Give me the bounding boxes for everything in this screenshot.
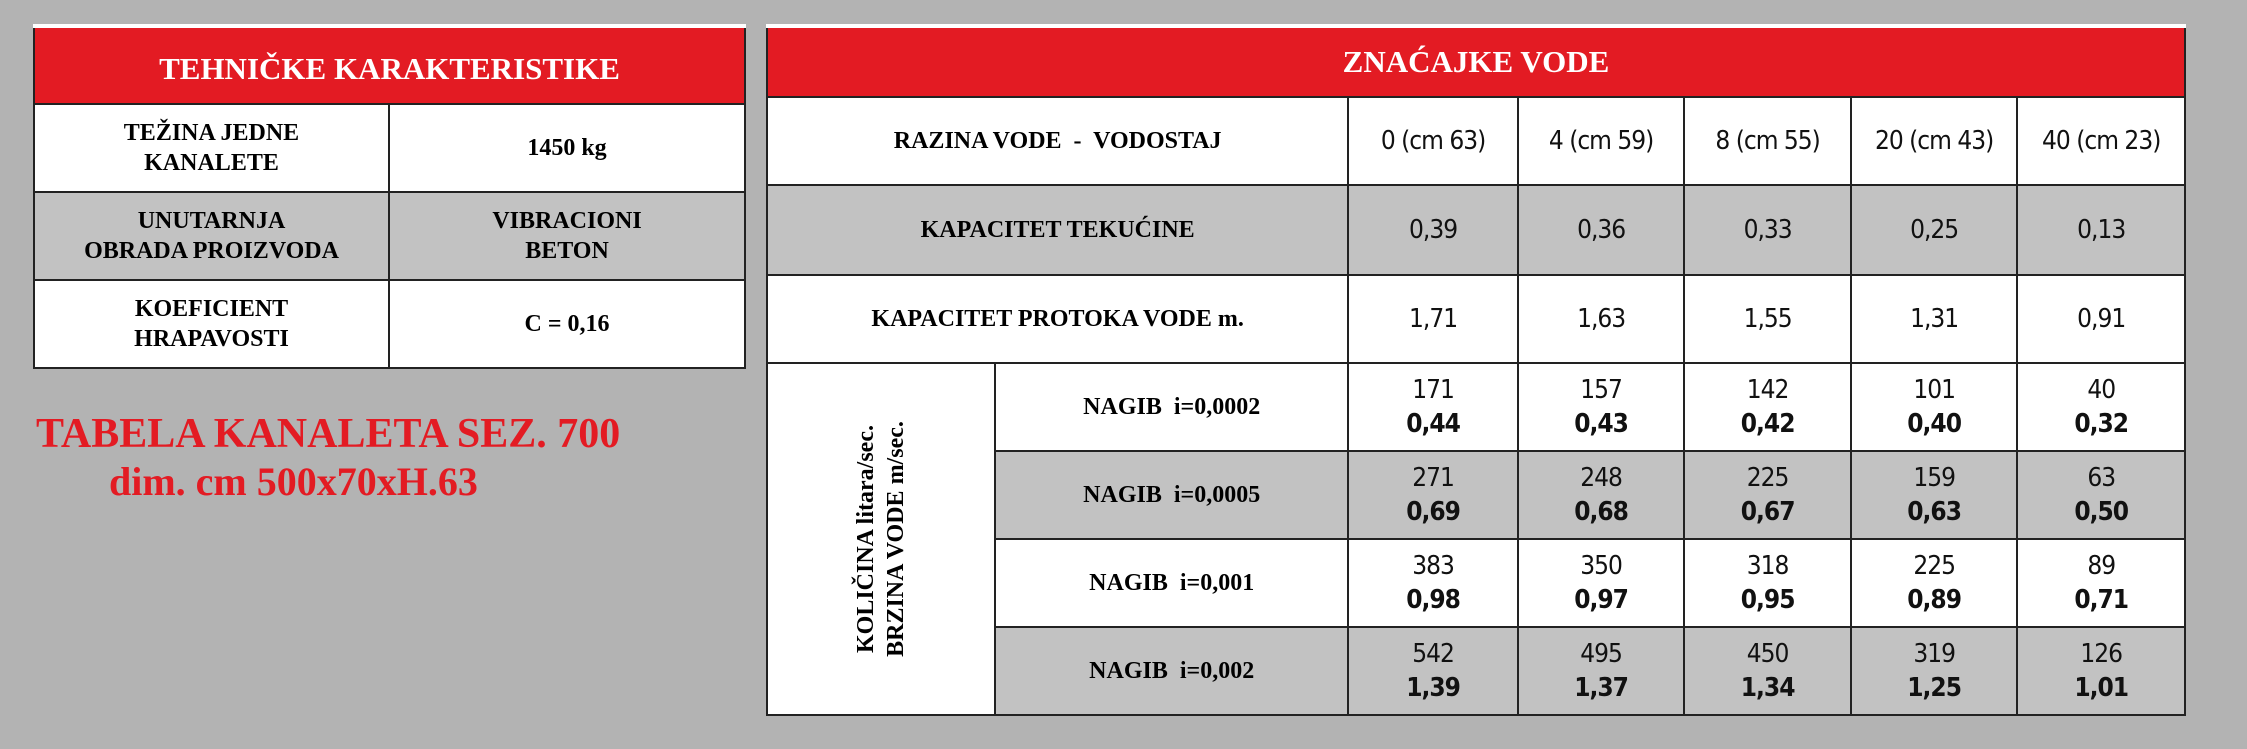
slope-cell: 350 0,97: [1518, 539, 1685, 627]
quantity-speed-vertical-label: KOLIČINA litara/sec. BRZINA VODE m/sec.: [767, 363, 995, 715]
slope-cell: 495 1,37: [1518, 627, 1685, 715]
roughness-value: C = 0,16: [389, 280, 745, 368]
water-characteristics-table: [766, 24, 2186, 716]
roughness-label: KOEFICIENT HRAPAVOSTI: [34, 280, 389, 368]
slope-cell: 318 0,95: [1684, 539, 1851, 627]
level-cell: 0 (cm 63): [1348, 97, 1518, 185]
slope-cell: 63 0,50: [2017, 451, 2185, 539]
weight-label: TEŽINA JEDNE KANALETE: [34, 104, 389, 192]
capacity-cell: 0,39: [1348, 185, 1518, 275]
slope-label: NAGIB i=0,0005: [995, 451, 1348, 539]
slope-cell: 248 0,68: [1518, 451, 1685, 539]
slope-cell: 142 0,42: [1684, 363, 1851, 451]
flow-cell: 1,71: [1348, 275, 1518, 363]
flow-cell: 0,91: [2017, 275, 2185, 363]
slope-cell: 171 0,44: [1348, 363, 1518, 451]
slope-row: [767, 363, 2185, 451]
slope-cell: 157 0,43: [1518, 363, 1685, 451]
capacity-cell: 0,36: [1518, 185, 1685, 275]
slope-cell: 225 0,67: [1684, 451, 1851, 539]
slope-cell: 126 1,01: [2017, 627, 2185, 715]
slope-cell: 159 0,63: [1851, 451, 2018, 539]
slope-cell: 225 0,89: [1851, 539, 2018, 627]
tech-row-finish: [34, 192, 745, 280]
level-cell: 40 (cm 23): [2017, 97, 2185, 185]
water-level-row: [767, 97, 2185, 185]
level-cell: 20 (cm 43): [1851, 97, 2018, 185]
tech-row-roughness: [34, 280, 745, 368]
slope-cell: 450 1,34: [1684, 627, 1851, 715]
capacity-cell: 0,25: [1851, 185, 2018, 275]
finish-label: UNUTARNJA OBRADA PROIZVODA: [34, 192, 389, 280]
slope-label: NAGIB i=0,001: [995, 539, 1348, 627]
flow-row: [767, 275, 2185, 363]
technical-characteristics-table: [33, 24, 746, 369]
product-caption: [36, 410, 620, 506]
water-level-label: RAZINA VODE - VODOSTAJ: [767, 97, 1348, 185]
slope-cell: 89 0,71: [2017, 539, 2185, 627]
slope-cell: 319 1,25: [1851, 627, 2018, 715]
slope-cell: 40 0,32: [2017, 363, 2185, 451]
tech-row-weight: [34, 104, 745, 192]
finish-value: VIBRACIONI BETON: [389, 192, 745, 280]
slope-cell: 101 0,40: [1851, 363, 2018, 451]
capacity-label: KAPACITET TEKUĆINE: [767, 185, 1348, 275]
caption-title: TABELA KANALETA SEZ. 700: [36, 411, 621, 457]
flow-cell: 1,63: [1518, 275, 1685, 363]
caption-dimensions: dim. cm 500x70xH.63: [109, 459, 478, 504]
slope-label: NAGIB i=0,002: [995, 627, 1348, 715]
weight-value: 1450 kg: [389, 104, 745, 192]
capacity-cell: 0,33: [1684, 185, 1851, 275]
slope-label: NAGIB i=0,0002: [995, 363, 1348, 451]
level-cell: 4 (cm 59): [1518, 97, 1685, 185]
capacity-row: [767, 185, 2185, 275]
slope-cell: 542 1,39: [1348, 627, 1518, 715]
slope-cell: 383 0,98: [1348, 539, 1518, 627]
tech-title: TEHNIČKE KARAKTERISTIKE: [34, 26, 745, 104]
water-title: ZNAĆAJKE VODE: [767, 26, 2185, 97]
level-cell: 8 (cm 55): [1684, 97, 1851, 185]
flow-cell: 1,31: [1851, 275, 2018, 363]
slope-cell: 271 0,69: [1348, 451, 1518, 539]
flow-cell: 1,55: [1684, 275, 1851, 363]
flow-label: KAPACITET PROTOKA VODE m.: [767, 275, 1348, 363]
capacity-cell: 0,13: [2017, 185, 2185, 275]
